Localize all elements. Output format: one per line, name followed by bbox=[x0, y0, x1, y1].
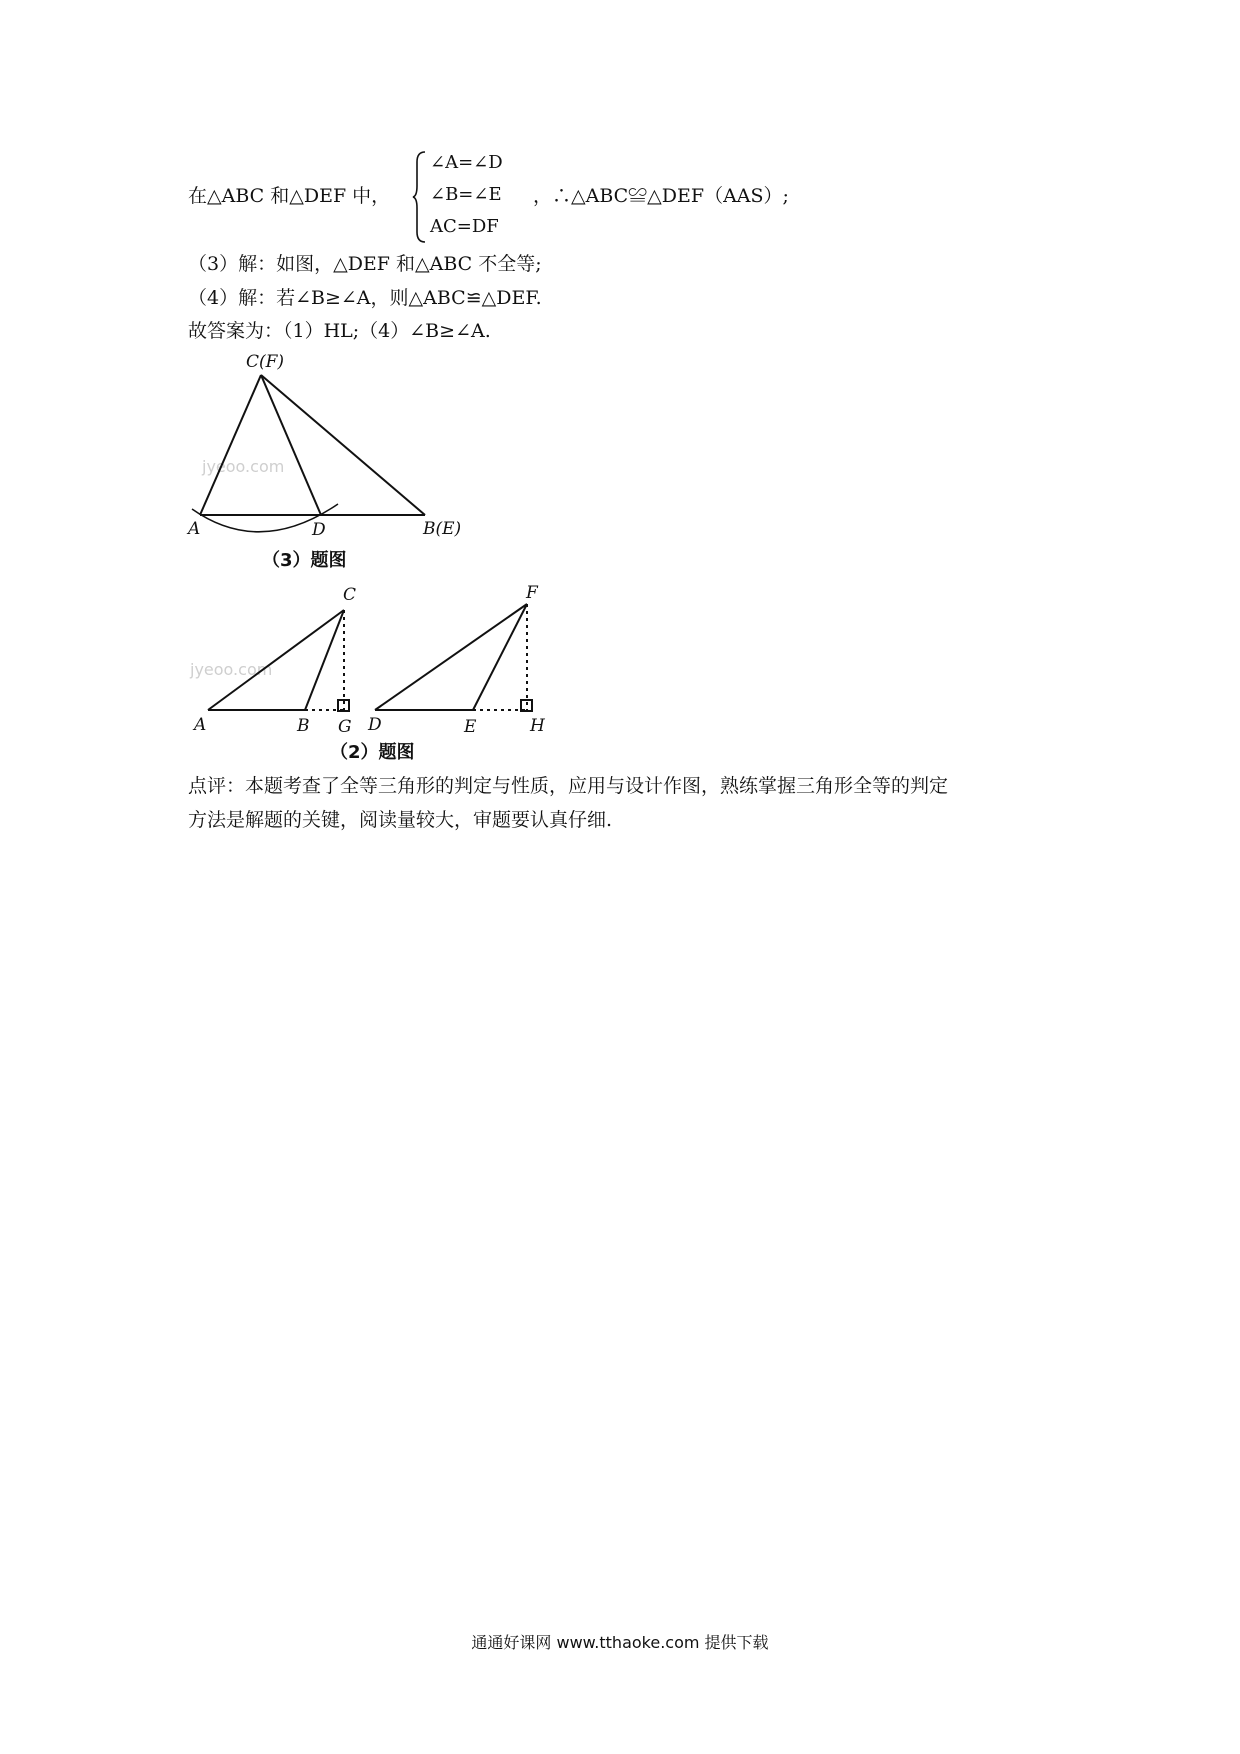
condition-angle-b: ∠B=∠E bbox=[430, 184, 502, 205]
comment-line-2: 方法是解题的关键，阅读量较大，审题要认真仔细. bbox=[188, 809, 613, 831]
page-footer: 通通好课网 www.tthaoke.com 提供下载 bbox=[471, 1633, 769, 1652]
label-e: E bbox=[464, 717, 477, 737]
label-a: A bbox=[194, 715, 207, 735]
label-f: F bbox=[526, 583, 538, 603]
answer-part3: （3）解：如图，△DEF 和△ABC 不全等; bbox=[188, 253, 542, 275]
line1-suffix: ，∴△ABC≌△DEF（AAS）; bbox=[533, 185, 789, 207]
label-d: D bbox=[368, 715, 382, 735]
brace-icon bbox=[412, 150, 428, 244]
segment-ac bbox=[200, 375, 261, 515]
figure-3-diagram bbox=[180, 352, 500, 552]
label-b: B bbox=[297, 716, 310, 736]
figure-2-diagram bbox=[180, 580, 560, 740]
label-be: B(E) bbox=[423, 519, 462, 539]
condition-angle-a: ∠A=∠D bbox=[430, 152, 503, 173]
figure-2-watermark: jyeoo.com bbox=[190, 660, 273, 679]
segment-cd bbox=[261, 375, 321, 515]
label-d: D bbox=[312, 520, 326, 540]
intro-line bbox=[188, 184, 390, 208]
line1-prefix: 在△ABC 和△DEF 中， bbox=[188, 185, 391, 207]
figure-3-caption: （3）题图 bbox=[262, 550, 347, 571]
label-a: A bbox=[188, 519, 201, 539]
equation-system bbox=[412, 150, 512, 244]
figure-2-caption: （2）题图 bbox=[330, 742, 415, 763]
final-answer: 故答案为：（1）HL;（4）∠B≥∠A. bbox=[188, 320, 491, 342]
figure-3-watermark: jyeoo.com bbox=[202, 457, 285, 476]
answer-part4: （4）解：若∠B≥∠A，则△ABC≌△DEF. bbox=[188, 287, 542, 309]
label-g: G bbox=[338, 717, 352, 737]
segment-ef bbox=[473, 604, 527, 710]
label-cf: C(F) bbox=[246, 352, 285, 372]
label-h: H bbox=[530, 716, 545, 736]
comment-line-1: 点评：本题考查了全等三角形的判定与性质，应用与设计作图，熟练掌握三角形全等的判定 bbox=[188, 775, 949, 797]
conclusion-line bbox=[533, 184, 789, 208]
label-c: C bbox=[343, 585, 357, 605]
segment-df bbox=[375, 604, 527, 710]
segment-cb bbox=[261, 375, 425, 515]
condition-side-ac: AC=DF bbox=[430, 216, 499, 237]
